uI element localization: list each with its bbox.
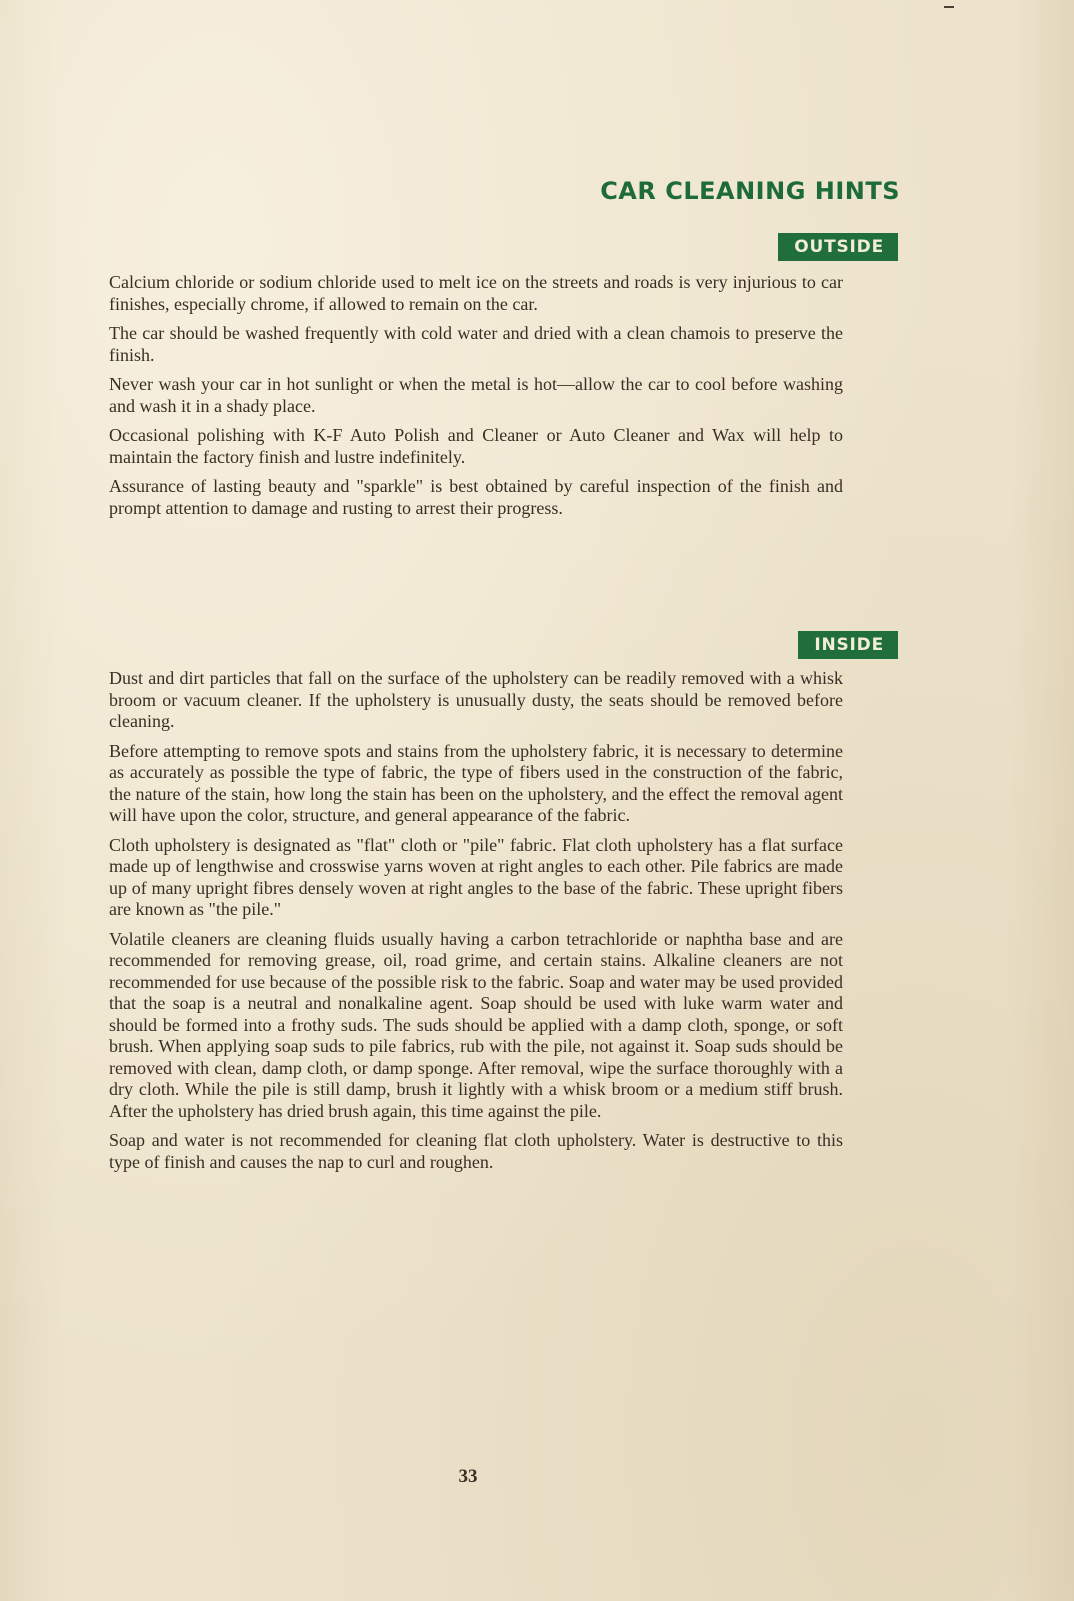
page-edge-mark (944, 6, 954, 8)
paragraph: Calcium chloride or sodium chloride used to melt ice on the streets and roads is very injurious to car finishes, especially chrome, if allowed to remain on the car. (109, 272, 843, 314)
paragraph: Never wash your car in hot sunlight or when the metal is hot—allow the car to cool before washing and wash it in a shady place. (109, 374, 843, 416)
paragraph: Before attempting to remove spots and stains from the upholstery fabric, it is necessary to determine as accurately as possible the type of fabric, the type of fibers used in the construction of the fabric, the nature of the stain, how long the stain has been on the upholstery, and the effect the removal agent will have upon the color, structure, and general appearance of the fabric. (109, 740, 843, 825)
paragraph: The car should be washed frequently with cold water and dried with a clean chamois to preserve the finish. (109, 323, 843, 365)
paragraph: Occasional polishing with K-F Auto Polish and Cleaner or Auto Cleaner and Wax will help to maintain the factory finish and lustre indefinitely. (109, 425, 843, 467)
paragraph: Volatile cleaners are cleaning fluids usually having a carbon tetrachloride or naphtha base and are recommended for removing grease, oil, road grime, and certain stains. Alkaline cleaners are not recommended for use because of the possible risk to the fabric. Soap and water may be used provided that the soap is a neutral and nonalkaline agent. Soap should be used with luke warm water and should be formed into a frothy suds. The suds should be applied with a damp cloth, sponge, or soft brush. When applying soap suds to pile fabrics, rub with the pile, not against it. Soap suds should be removed with clean, damp cloth, or damp sponge. After removal, wipe the surface thoroughly with a dry cloth. While the pile is still damp, brush it lightly with a whisk broom or a medium stiff brush. After the upholstery has dried brush again, this time against the pile. (109, 928, 843, 1121)
paragraph: Cloth upholstery is designated as "flat" cloth or "pile" fabric. Flat cloth upholstery has a flat surface made up of lengthwise and crosswise yarns woven at right angles to each other. Pile fabrics are made up of many upright fibres densely woven at right angles to the base of the fabric. These upright fibers are known as "the pile." (109, 834, 843, 919)
section-label-outside: OUTSIDE (778, 233, 898, 261)
section-label-inside: INSIDE (798, 631, 898, 659)
outside-section (109, 272, 843, 527)
inside-section (109, 668, 843, 1181)
paragraph: Assurance of lasting beauty and "sparkle" is best obtained by careful inspection of the finish and prompt attention to damage and rusting to arrest their progress. (109, 476, 843, 518)
page-number: 33 (458, 1466, 478, 1487)
page-title: CAR CLEANING HINTS (600, 177, 900, 205)
paragraph: Dust and dirt particles that fall on the surface of the upholstery can be readily removed with a whisk broom or vacuum cleaner. If the upholstery is unusually dusty, the seats should be removed before cleaning. (109, 668, 843, 731)
paragraph: Soap and water is not recommended for cleaning flat cloth upholstery. Water is destructive to this type of finish and causes the nap to curl and roughen. (109, 1130, 843, 1172)
